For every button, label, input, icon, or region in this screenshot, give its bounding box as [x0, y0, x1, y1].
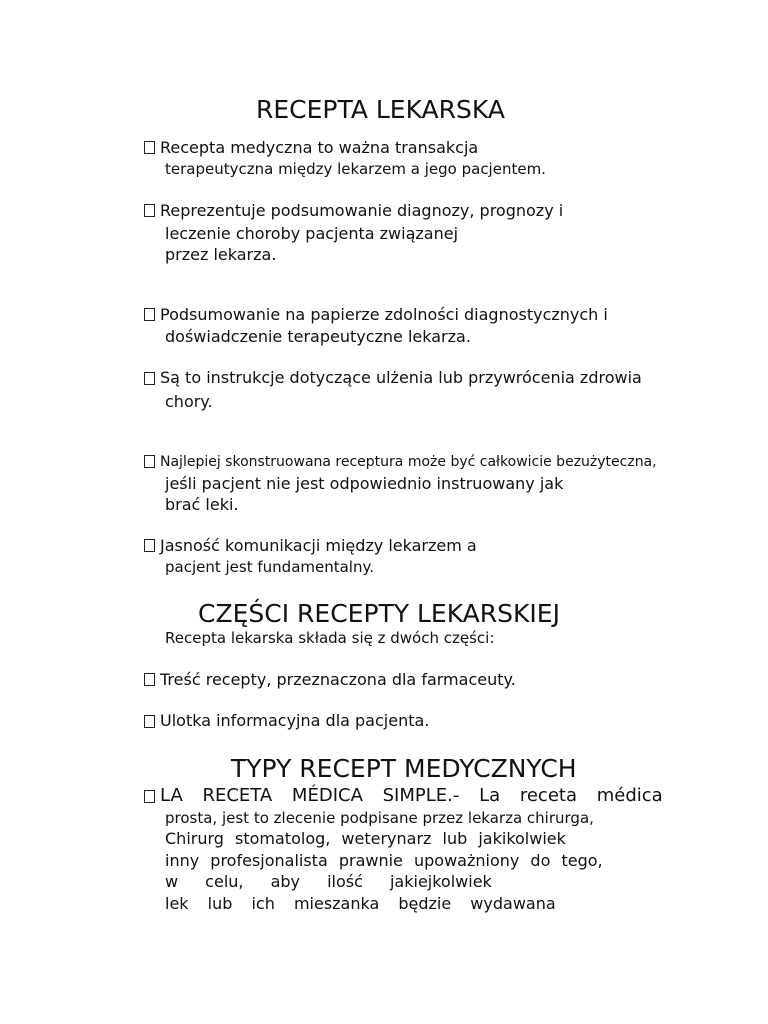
types-line: prosta, jest to zlecenie podpisane przez lekarza chirurga, [165, 809, 594, 827]
bullet-icon [144, 372, 155, 385]
bullet-icon [144, 141, 155, 154]
part-item: Treść recepty, przeznaczona dla farmaceuty. [160, 670, 516, 689]
bullet-text-line: leczenie choroby pacjenta związanej [165, 224, 459, 243]
bullet-text-line: terapeutyczna między lekarzem a jego pacjentem. [165, 160, 546, 178]
bullet-text-line: Najlepiej skonstruowana receptura może być całkowicie bezużyteczna, [160, 454, 657, 470]
types-line: inny profesjonalista prawnie upoważniony do tego, [165, 851, 603, 870]
bullet-icon [144, 455, 155, 468]
bullet-text-line: Jasność komunikacji między lekarzem a [160, 536, 477, 555]
bullet-icon [144, 204, 155, 217]
types-line: w celu, aby ilość jakiejkolwiek [165, 872, 492, 891]
bullet-text-line: chory. [165, 392, 213, 411]
types-line: LA RECETA MÉDICA SIMPLE.- La receta médica [160, 785, 663, 806]
parts-heading: CZĘŚCI RECEPTY LEKARSKIEJ [198, 599, 560, 628]
bullet-text-line: przez lekarza. [165, 245, 277, 264]
bullet-icon [144, 308, 155, 321]
bullet-icon [144, 673, 155, 686]
bullet-text-line: doświadczenie terapeutyczne lekarza. [165, 327, 471, 346]
bullet-icon [144, 790, 155, 803]
bullet-text-line: Recepta medyczna to ważna transakcja [160, 138, 479, 157]
main-title: RECEPTA LEKARSKA [256, 95, 505, 124]
bullet-text-line: Podsumowanie na papierze zdolności diagnostycznych i [160, 305, 608, 324]
bullet-text-line: Są to instrukcje dotyczące ulżenia lub przywrócenia zdrowia [160, 368, 642, 387]
bullet-text-line: brać leki. [165, 495, 239, 514]
types-line: Chirurg stomatolog, weterynarz lub jakikolwiek [165, 829, 566, 848]
types-heading: TYPY RECEPT MEDYCZNYCH [231, 754, 577, 783]
part-item: Ulotka informacyjna dla pacjenta. [160, 711, 430, 730]
bullet-text-line: pacjent jest fundamentalny. [165, 558, 374, 576]
parts-intro: Recepta lekarska składa się z dwóch części: [165, 629, 495, 647]
bullet-text-line: jeśli pacjent nie jest odpowiednio instruowany jak [165, 474, 564, 493]
types-line: lek lub ich mieszanka będzie wydawana [165, 894, 556, 913]
bullet-icon [144, 539, 155, 552]
bullet-icon [144, 715, 155, 728]
bullet-text-line: Reprezentuje podsumowanie diagnozy, prognozy i [160, 201, 564, 220]
